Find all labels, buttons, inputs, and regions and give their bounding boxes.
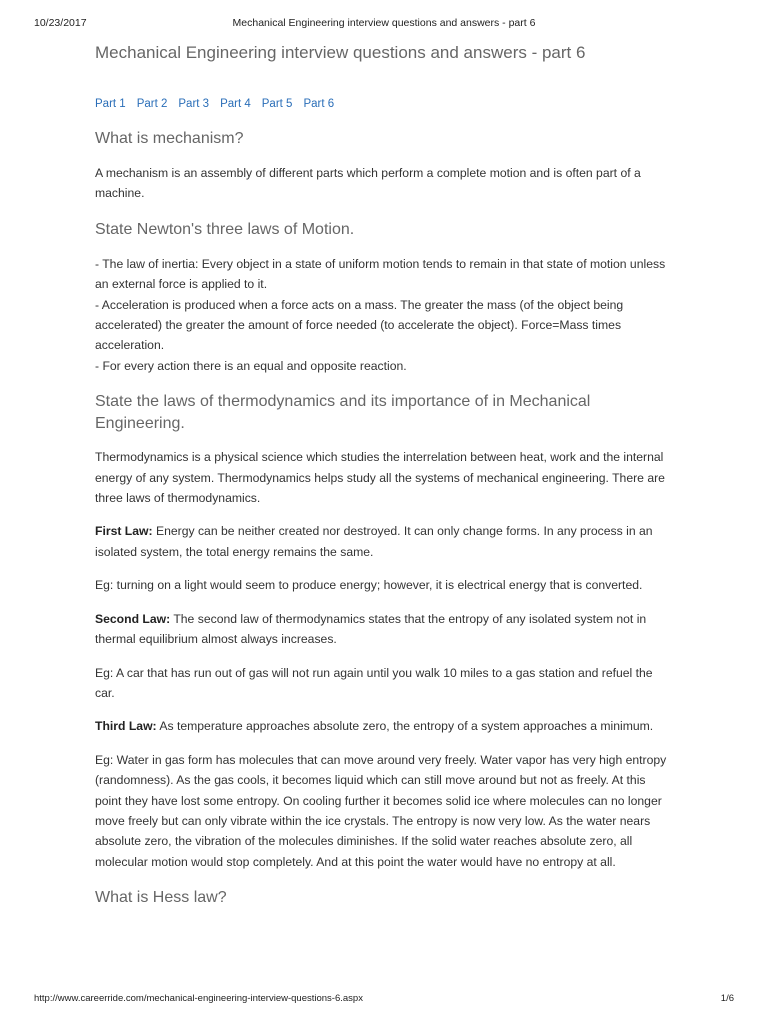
- first-law-text: Energy can be neither created nor destroyed. It can only change forms. In any process in an isolated system, the total energy remains the same.: [95, 524, 653, 559]
- part-6-link[interactable]: Part 6: [303, 98, 335, 110]
- parts-nav: [95, 96, 675, 112]
- answer-first-law-example: Eg: turning on a light would seem to produce energy; however, it is electrical energy that is converted.: [95, 578, 643, 593]
- answer-third-law: [95, 716, 675, 736]
- question-mechanism: What is mechanism?: [95, 130, 244, 147]
- print-header: [34, 17, 734, 31]
- answer-third-law-example: Eg: Water in gas form has molecules that can move around very freely. Water vapor has very high entropy (randomness). As the gas cools, it becomes liquid which can still move around but not as freely. At this point they have lost some entropy. On cooling further it becomes solid ice where molecules can no longer move freely but can only vibrate within the ice crystals. The entropy is now very low. As the water nears absolute zero, the vibration of the molecules diminishes. If the solid water reaches absolute zero, all molecular motion would stop completely. And at this point the water would have no entropy at all.: [95, 752, 667, 869]
- part-3-link[interactable]: Part 3: [178, 98, 210, 110]
- answer-newton-line-3: - For every action there is an equal and opposite reaction.: [95, 358, 407, 373]
- print-page-number: 1/6: [720, 993, 734, 1004]
- answer-newton-line-1: - The law of inertia: Every object in a state of uniform motion tends to remain in that state of motion unless an external force is applied to it.: [95, 256, 666, 292]
- question-hess-law: What is Hess law?: [95, 889, 227, 907]
- first-law-label: First Law:: [95, 524, 153, 539]
- print-url: http://www.careerride.com/mechanical-engineering-interview-questions-6.aspx: [34, 993, 363, 1004]
- third-law-label: Third Law:: [95, 719, 157, 734]
- answer-thermo-intro: Thermodynamics is a physical science which studies the interrelation between heat, work and the internal energy of any system. Thermodynamics helps study all the systems of mechanical engineering. There are three laws of thermodynamics.: [95, 450, 665, 506]
- second-law-label: Second Law:: [95, 611, 171, 626]
- print-footer: [34, 993, 734, 1007]
- question-thermodynamics: State the laws of thermodynamics and its importance of in Mechanical Engineering.: [95, 393, 591, 433]
- second-law-text: The second law of thermodynamics states that the entropy of any isolated system not in thermal equilibrium almost always increases.: [95, 611, 647, 647]
- question-newton: State Newton's three laws of Motion.: [95, 220, 355, 238]
- answer-first-law: [95, 521, 675, 562]
- answer-newton-line-2: - Acceleration is produced when a force acts on a mass. The greater the mass (of the object being accelerated) the greater the amount of force needed (to accelerate the object). Force=Mass times acceleration.: [95, 297, 624, 353]
- page-title: Mechanical Engineering interview questions and answers - part 6: [95, 43, 586, 62]
- print-doc-title: Mechanical Engineering interview questions and answers - part 6: [232, 17, 536, 29]
- part-5-link[interactable]: Part 5: [261, 98, 293, 110]
- part-4-link[interactable]: Part 4: [220, 98, 251, 110]
- answer-mechanism: A mechanism is an assembly of different parts which perform a complete motion and is often part of a machine.: [95, 166, 641, 201]
- answer-second-law-example: Eg: A car that has run out of gas will not run again until you walk 10 miles to a gas station and refuel the car.: [95, 665, 653, 700]
- article-content: [95, 40, 675, 909]
- part-1-link[interactable]: Part 1: [95, 98, 126, 110]
- print-date: 10/23/2017: [34, 17, 87, 29]
- part-2-link[interactable]: Part 2: [136, 98, 168, 110]
- answer-second-law: [95, 609, 675, 650]
- third-law-text: As temperature approaches absolute zero, the entropy of a system approaches a minimum.: [156, 719, 654, 734]
